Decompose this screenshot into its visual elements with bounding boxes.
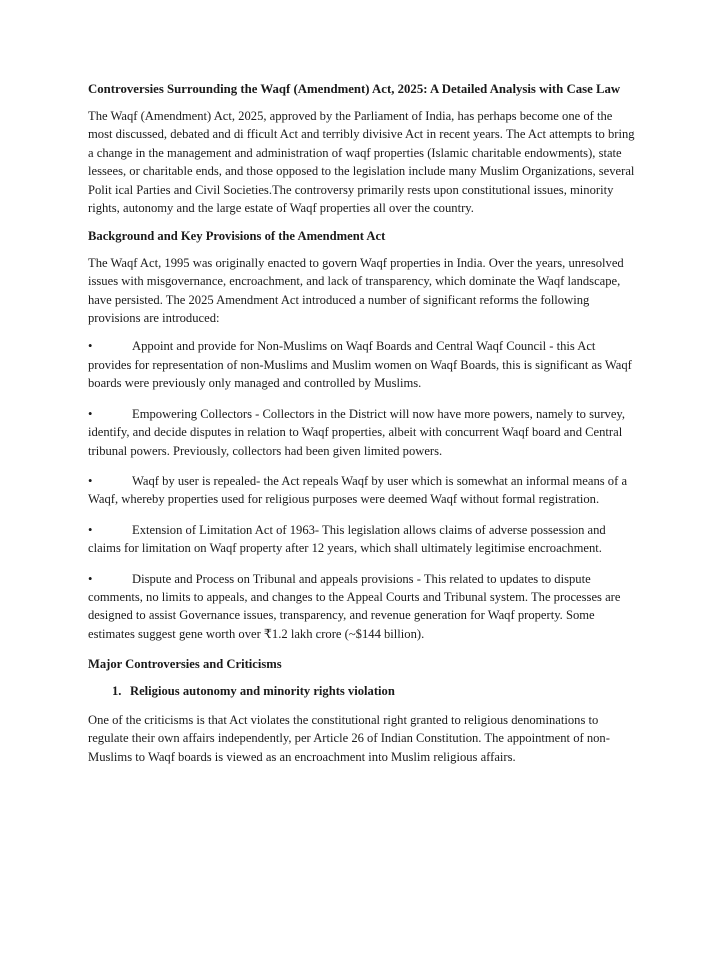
bullet-symbol: • bbox=[88, 406, 93, 421]
document-page bbox=[88, 80, 636, 776]
bullet-symbol: • bbox=[88, 339, 93, 354]
bullet-symbol: • bbox=[88, 473, 93, 488]
closing-paragraph: One of the criticisms is that Act violates the constitutional right granted to religious denominations to regulate their own affairs independently, per Article 26 of Indian Constitution. The appointment of non-Muslims to Waqf boards is viewed as an encroachment into Muslim religious affairs. bbox=[88, 712, 610, 764]
section-heading-background: Background and Key Provisions of the Amendment Act bbox=[88, 229, 386, 244]
bullet-text: Extension of Limitation Act of 1963- This legislation allows claims of adverse possession and claims for limitation on Waqf property after 12 years, which shall ultimately legitimise encroachment. bbox=[88, 522, 606, 556]
bullet-text: Empowering Collectors - Collectors in the District will now have more powers, namely to survey, identify, and decide disputes in relation to Waqf properties, albeit with concurrent Waqf board and Central tribunal powers. Previously, collectors had been given limited powers. bbox=[88, 406, 626, 458]
document-title: Controversies Surrounding the Waqf (Amendment) Act, 2025: A Detailed Analysis with Case Law bbox=[88, 82, 621, 96]
bullet-item bbox=[88, 472, 636, 509]
bullet-item bbox=[88, 570, 636, 644]
bullet-item bbox=[88, 521, 636, 558]
bullet-symbol: • bbox=[88, 571, 93, 586]
numbered-subheading-text: Religious autonomy and minority rights violation bbox=[130, 683, 395, 698]
bullet-text: Appoint and provide for Non-Muslims on Waqf Boards and Central Waqf Council - this Act provides for representation of non-Muslims and Muslim women on Waqf Boards, this is significant as Waqf boards were previously only managed and controlled by Muslims. bbox=[88, 339, 632, 391]
numbered-subheading bbox=[112, 682, 636, 700]
list-number: 1. bbox=[112, 683, 122, 698]
bullet-item bbox=[88, 337, 636, 392]
bullet-text: Dispute and Process on Tribunal and appeals provisions - This related to updates to dispute comments, no limits to appeals, and changes to the Appeal Courts and Tribunal system. The processes are designed to assist Governance issues, transparency, and revenue generation for Waqf property. Some estimates suggest gene worth over ₹1.2 lakh crore (~$144 billion). bbox=[88, 571, 621, 641]
section-heading-controversies: Major Controversies and Criticisms bbox=[88, 657, 282, 672]
bullet-item bbox=[88, 405, 636, 460]
bullet-text: Waqf by user is repealed- the Act repeals Waqf by user which is somewhat an informal means of a Waqf, whereby properties used for religious purposes were deemed Waqf without formal registration. bbox=[88, 473, 628, 507]
background-paragraph: The Waqf Act, 1995 was originally enacted to govern Waqf properties in India. Over the years, unresolved issues with misgovernance, encroachment, and lack of transparency, which dominate the Waqf landscape, have persisted. The 2025 Amendment Act introduced a number of significant reforms the following provisions are introduced: bbox=[88, 255, 624, 326]
bullet-symbol: • bbox=[88, 522, 93, 537]
intro-paragraph: The Waqf (Amendment) Act, 2025, approved by the Parliament of India, has perhaps become one of the most discussed, debated and di fficult Act and terribly divisive Act in recent years. The Act attempts to bring a change in the management and administration of waqf properties (Islamic charitable endowments), state lessees, or charitable ends, and those opposed to the legislation include many Muslim Organizations, several Polit ical Parties and Civil Societies.The controversy primarily rests upon constitutional issues, minority rights, autonomy and the large estate of Waqf properties all over the country. bbox=[88, 109, 635, 216]
